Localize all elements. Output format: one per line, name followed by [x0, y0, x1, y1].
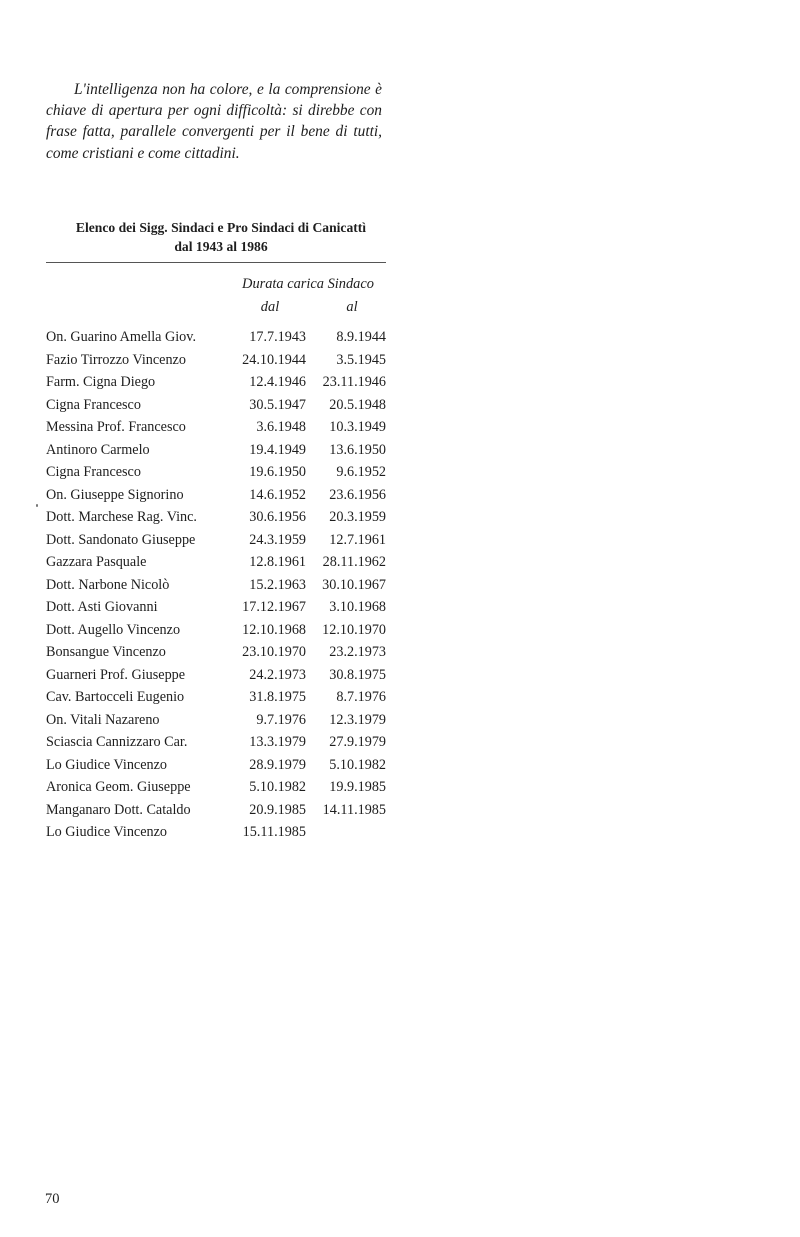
term-start-date: 12.4.1946 — [249, 374, 306, 390]
table-row — [0, 664, 400, 687]
column-header-al: al — [346, 299, 358, 315]
term-end-date: 23.6.1956 — [329, 486, 386, 503]
table-row — [0, 821, 400, 844]
mayor-name: Sciascia Cannizzaro Car. — [46, 734, 188, 750]
term-end-date: 28.11.1962 — [322, 554, 386, 570]
table-row — [0, 619, 400, 642]
term-end-date: 30.8.1975 — [329, 666, 386, 683]
table-row — [0, 596, 400, 619]
term-start-date: 24.2.1973 — [249, 666, 306, 683]
term-start-date: 19.4.1949 — [249, 441, 306, 458]
term-end-date: 9.6.1952 — [336, 464, 386, 480]
table-row — [0, 394, 400, 417]
mayor-name: Antinoro Carmelo — [46, 441, 150, 458]
term-end-date: 5.10.1982 — [329, 756, 386, 773]
column-header-durata: Durata carica Sindaco — [242, 276, 374, 292]
term-start-date: 14.6.1952 — [249, 486, 306, 503]
mayor-name: Farm. Cigna Diego — [46, 374, 156, 390]
table-row — [0, 686, 400, 709]
mayor-name: Bonsangue Vincenzo — [46, 644, 166, 660]
term-start-date: 13.3.1979 — [249, 734, 306, 750]
term-end-date: 27.9.1979 — [329, 734, 386, 750]
mayor-name: On. Vitali Nazareno — [46, 711, 160, 728]
table-row — [0, 731, 400, 754]
term-end-date: 3.5.1945 — [336, 351, 386, 368]
term-start-date: 24.3.1959 — [249, 531, 306, 548]
column-header-dal: dal — [260, 299, 280, 315]
term-end-date: 30.10.1967 — [322, 576, 386, 593]
mayor-table — [0, 326, 400, 844]
mayor-name: On. Giuseppe Signorino — [46, 486, 184, 503]
term-end-date: 13.6.1950 — [329, 441, 386, 458]
table-row — [0, 439, 400, 462]
table-row — [0, 416, 400, 439]
term-start-date: 15.2.1963 — [249, 576, 306, 593]
term-start-date: 24.10.1944 — [242, 351, 306, 368]
mayor-name: Lo Giudice Vincenzo — [46, 756, 168, 773]
mayor-name: Cigna Francesco — [46, 464, 141, 480]
table-row — [0, 709, 400, 732]
mayor-name: On. Guarino Amella Giov. — [46, 329, 196, 345]
term-end-date: 20.3.1959 — [329, 509, 386, 525]
term-end-date: 10.3.1949 — [329, 419, 386, 435]
term-start-date: 19.6.1950 — [249, 464, 306, 480]
term-start-date: 9.7.1976 — [256, 711, 306, 728]
table-row — [0, 461, 400, 484]
mayor-name: Cigna Francesco — [46, 396, 141, 413]
term-end-date: 23.2.1973 — [329, 644, 386, 660]
mayor-name: Gazzara Pasquale — [46, 554, 147, 570]
term-end-date: 23.11.1946 — [322, 374, 386, 390]
table-row — [0, 484, 400, 507]
table-row — [0, 529, 400, 552]
intro-paragraph: L'intelligenza non ha colore, e la comprensione è chiave di apertura per ogni difficoltà: si direbbe con frase fatta, parallele convergenti per il bene di tutti, come cristiani e come cittadini. — [46, 81, 382, 162]
table-row — [0, 799, 400, 822]
table-row — [0, 754, 400, 777]
table-row — [0, 506, 400, 529]
table-row — [0, 776, 400, 799]
term-end-date: 3.10.1968 — [329, 599, 386, 615]
term-start-date: 12.10.1968 — [242, 621, 306, 638]
table-row — [0, 641, 400, 664]
table-row — [0, 326, 400, 349]
term-start-date: 23.10.1970 — [242, 644, 306, 660]
mayor-name: Dott. Marchese Rag. Vinc. — [46, 509, 197, 525]
term-end-date: 19.9.1985 — [329, 779, 386, 795]
mayor-name: Guarneri Prof. Giuseppe — [46, 666, 186, 683]
page-number: 70 — [45, 1191, 60, 1207]
term-end-date: 8.9.1944 — [336, 329, 386, 345]
term-start-date: 12.8.1961 — [249, 554, 306, 570]
term-end-date: 14.11.1985 — [322, 801, 386, 818]
mayor-name: Messina Prof. Francesco — [46, 419, 186, 435]
table-row — [0, 574, 400, 597]
mayor-name: Dott. Augello Vincenzo — [46, 621, 181, 638]
term-end-date: 20.5.1948 — [329, 396, 386, 413]
term-start-date: 17.12.1967 — [242, 599, 306, 615]
title-divider — [46, 262, 386, 263]
term-end-date: 12.3.1979 — [329, 711, 386, 728]
mayor-name: Aronica Geom. Giuseppe — [46, 779, 191, 795]
mayor-name: Fazio Tirrozzo Vincenzo — [46, 351, 186, 368]
table-title-line-2: dal 1943 al 1986 — [174, 239, 268, 254]
term-start-date: 3.6.1948 — [256, 419, 306, 435]
table-row — [0, 551, 400, 574]
term-start-date: 28.9.1979 — [249, 756, 306, 773]
mayor-name: Dott. Sandonato Giuseppe — [46, 531, 196, 548]
term-start-date: 20.9.1985 — [249, 801, 306, 818]
term-start-date: 15.11.1985 — [242, 824, 306, 840]
term-start-date: 31.8.1975 — [249, 689, 306, 705]
mayor-name: Dott. Asti Giovanni — [46, 599, 158, 615]
mayor-name: Dott. Narbone Nicolò — [46, 576, 170, 593]
mayor-name: Cav. Bartocceli Eugenio — [46, 689, 185, 705]
term-start-date: 30.6.1956 — [249, 509, 306, 525]
term-start-date: 30.5.1947 — [249, 396, 306, 413]
term-start-date: 5.10.1982 — [249, 779, 306, 795]
table-row — [0, 349, 400, 372]
mayor-name: Lo Giudice Vincenzo — [46, 824, 168, 840]
term-end-date: 8.7.1976 — [336, 689, 386, 705]
term-start-date: 17.7.1943 — [249, 329, 306, 345]
table-row — [0, 371, 400, 394]
table-title-line-1: Elenco dei Sigg. Sindaci e Pro Sindaci di Canicattì — [75, 220, 367, 235]
term-end-date: 12.10.1970 — [322, 621, 386, 638]
term-end-date: 12.7.1961 — [329, 531, 386, 548]
mayor-name: Manganaro Dott. Cataldo — [46, 801, 191, 818]
